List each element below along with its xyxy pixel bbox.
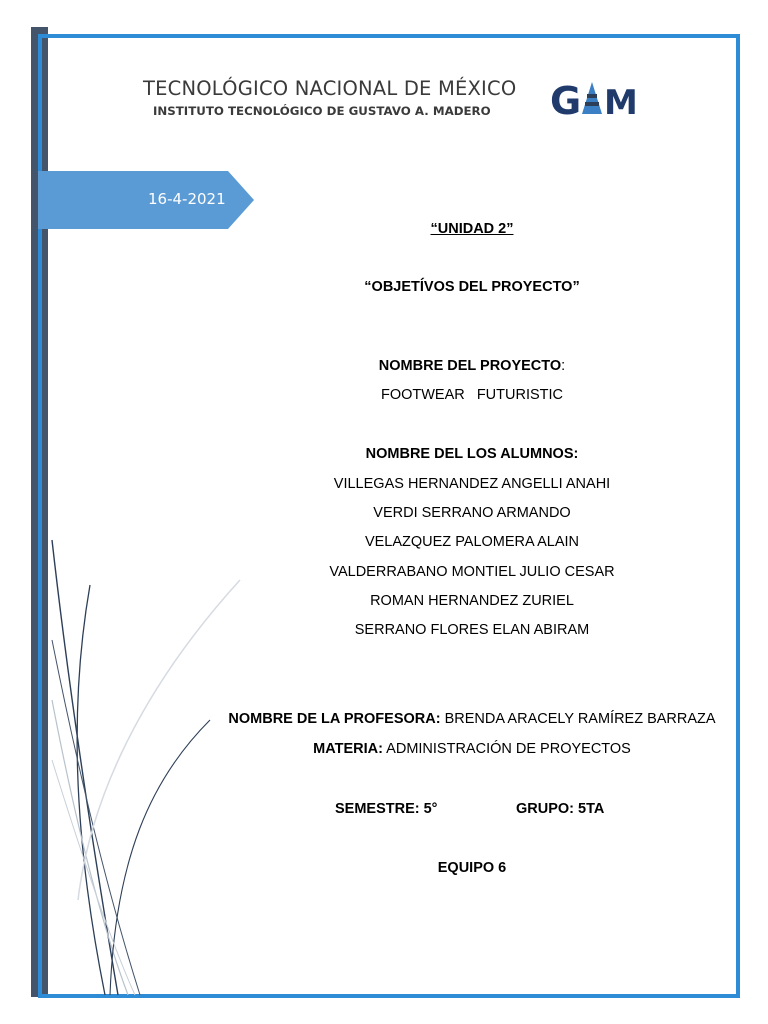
gam-logo-icon xyxy=(548,76,638,122)
course-label: MATERIA: xyxy=(313,741,383,757)
team-label: EQUIPO 6 xyxy=(437,860,507,876)
student-name: SERRANO FLORES ELAN ABIRAM xyxy=(354,622,590,638)
subject-heading: “OBJETÍVOS DEL PROYECTO” xyxy=(364,279,580,295)
student-name: VILLEGAS HERNANDEZ ANGELLI ANAHI xyxy=(333,476,611,492)
institution-title: TECNOLÓGICO NACIONAL DE MÉXICO xyxy=(143,77,517,100)
course-line xyxy=(200,741,744,757)
date-label: 16-4-2021 xyxy=(148,190,226,208)
teacher-line xyxy=(200,711,744,727)
project-name: FOOTWEAR FUTURISTIC xyxy=(380,387,564,403)
student-name: VALDERRABANO MONTIEL JULIO CESAR xyxy=(329,564,615,580)
student-name: ROMAN HERNANDEZ ZURIEL xyxy=(370,593,574,609)
group-label: GRUPO: 5TA xyxy=(516,801,605,817)
student-name: VELAZQUEZ PALOMERA ALAIN xyxy=(364,534,580,550)
unit-heading: “UNIDAD 2” xyxy=(430,221,514,237)
teacher-name: BRENDA ARACELY RAMÍREZ BARRAZA xyxy=(440,711,716,727)
course-name: ADMINISTRACIÓN DE PROYECTOS xyxy=(382,741,631,757)
institution-subtitle: INSTITUTO TECNOLÓGICO DE GUSTAVO A. MADERO xyxy=(153,104,491,118)
itgam-logo xyxy=(544,66,640,136)
semester-label: SEMESTRE: 5° xyxy=(335,801,438,817)
project-label-line xyxy=(200,358,744,374)
student-name: VERDI SERRANO ARMANDO xyxy=(373,505,571,521)
students-label: NOMBRE DEL LOS ALUMNOS: xyxy=(365,446,579,462)
project-label: NOMBRE DEL PROYECTO xyxy=(378,358,562,374)
svg-text:M: M xyxy=(604,83,638,122)
project-label-colon: : xyxy=(561,358,566,374)
svg-text:G: G xyxy=(550,79,582,122)
teacher-label: NOMBRE DE LA PROFESORA: xyxy=(228,711,441,727)
